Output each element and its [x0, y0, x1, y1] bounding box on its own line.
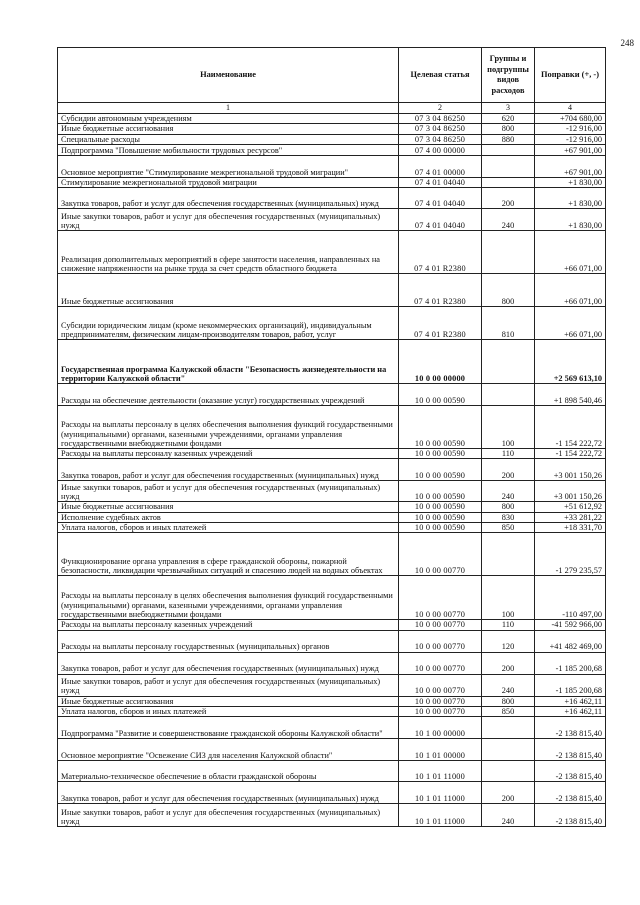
row-amendment: +66 071,00 [535, 231, 606, 274]
row-expense-group [482, 340, 535, 384]
row-target-article: 10 1 01 11000 [399, 804, 482, 827]
row-expense-group [482, 144, 535, 155]
table-row [58, 502, 606, 512]
row-target-article: 07 3 04 86250 [399, 114, 482, 124]
row-expense-group: 880 [482, 134, 535, 144]
table-row [58, 739, 606, 761]
row-amendment: +18 331,70 [535, 522, 606, 532]
table-row [58, 134, 606, 144]
row-amendment: -1 154 222,72 [535, 406, 606, 449]
row-amendment: -41 592 966,00 [535, 620, 606, 630]
row-amendment: +66 071,00 [535, 274, 606, 307]
table-row [58, 124, 606, 134]
row-name: Основное мероприятие "Стимулирование межрегиональной трудовой миграции" [58, 155, 399, 177]
row-name: Стимулирование межрегиональной трудовой миграции [58, 177, 399, 187]
table-row [58, 782, 606, 804]
table-row [58, 652, 606, 674]
row-expense-group: 800 [482, 502, 535, 512]
row-expense-group: 800 [482, 696, 535, 706]
row-expense-group: 240 [482, 481, 535, 502]
row-amendment: -110 497,00 [535, 576, 606, 620]
row-amendment: -2 138 815,40 [535, 739, 606, 761]
row-target-article: 10 0 00 00770 [399, 576, 482, 620]
row-name: Расходы на обеспечение деятельности (оказание услуг) государственных учреждений [58, 384, 399, 406]
row-amendment: +704 680,00 [535, 114, 606, 124]
row-name: Иные бюджетные ассигнования [58, 274, 399, 307]
table-row [58, 144, 606, 155]
table-row [58, 459, 606, 481]
table-row [58, 188, 606, 209]
row-expense-group: 110 [482, 620, 535, 630]
row-expense-group: 240 [482, 674, 535, 696]
row-amendment: +1 830,00 [535, 177, 606, 187]
row-expense-group: 110 [482, 449, 535, 459]
row-target-article: 10 1 01 11000 [399, 761, 482, 782]
row-amendment: +2 569 613,10 [535, 340, 606, 384]
row-amendment: +16 462,11 [535, 706, 606, 716]
row-name: Основное мероприятие "Освежение СИЗ для населения Калужской области" [58, 739, 399, 761]
row-amendment: +67 901,00 [535, 155, 606, 177]
row-expense-group: 240 [482, 209, 535, 231]
row-amendment: -1 279 235,57 [535, 533, 606, 576]
row-target-article: 10 0 00 00770 [399, 533, 482, 576]
row-expense-group: 100 [482, 576, 535, 620]
column-numbers-row [58, 103, 606, 114]
row-expense-group: 830 [482, 512, 535, 522]
row-name: Закупка товаров, работ и услуг для обеспечения государственных (муниципальных) нужд [58, 459, 399, 481]
column-number: 3 [482, 103, 535, 114]
table-row [58, 177, 606, 187]
row-expense-group [482, 155, 535, 177]
table-row [58, 533, 606, 576]
table-row [58, 114, 606, 124]
page-number: 248 [620, 38, 634, 48]
row-amendment: +66 071,00 [535, 307, 606, 340]
row-expense-group [482, 739, 535, 761]
table-row [58, 696, 606, 706]
row-expense-group: 800 [482, 274, 535, 307]
row-target-article: 07 4 01 04040 [399, 209, 482, 231]
row-name: Закупка товаров, работ и услуг для обеспечения государственных (муниципальных) нужд [58, 188, 399, 209]
row-target-article: 10 0 00 00000 [399, 340, 482, 384]
column-number: 2 [399, 103, 482, 114]
row-amendment: -2 138 815,40 [535, 717, 606, 739]
row-target-article: 07 4 01 04040 [399, 177, 482, 187]
header-target-article: Целевая статья [399, 48, 482, 103]
row-expense-group: 850 [482, 522, 535, 532]
header-amendments: Поправки (+, -) [535, 48, 606, 103]
row-amendment: +67 901,00 [535, 144, 606, 155]
row-amendment: +16 462,11 [535, 696, 606, 706]
row-expense-group [482, 384, 535, 406]
table-row [58, 274, 606, 307]
row-expense-group: 850 [482, 706, 535, 716]
row-name: Расходы на выплаты персоналу казенных учреждений [58, 449, 399, 459]
row-name: Исполнение судебных актов [58, 512, 399, 522]
row-name: Иные закупки товаров, работ и услуг для обеспечения государственных (муниципальных) нужд [58, 674, 399, 696]
row-amendment: -2 138 815,40 [535, 804, 606, 827]
table-row [58, 761, 606, 782]
row-expense-group: 120 [482, 630, 535, 652]
row-name: Государственная программа Калужской области "Безопасность жизнедеятельности на территории Калужской области" [58, 340, 399, 384]
row-expense-group: 200 [482, 652, 535, 674]
table-row [58, 706, 606, 716]
row-target-article: 07 3 04 86250 [399, 134, 482, 144]
row-amendment: -1 154 222,72 [535, 449, 606, 459]
row-target-article: 07 3 04 86250 [399, 124, 482, 134]
row-target-article: 10 0 00 00770 [399, 674, 482, 696]
row-target-article: 10 0 00 00590 [399, 502, 482, 512]
row-expense-group [482, 231, 535, 274]
row-expense-group: 620 [482, 114, 535, 124]
table-row [58, 481, 606, 502]
row-target-article: 10 0 00 00590 [399, 459, 482, 481]
row-amendment: +1 830,00 [535, 209, 606, 231]
table-row [58, 155, 606, 177]
row-name: Уплата налогов, сборов и иных платежей [58, 706, 399, 716]
row-name: Расходы на выплаты персоналу в целях обеспечения выполнения функций государственными (муниципальными) органами, казенными учреждениями, органами управления государственными внебюджетными фондами [58, 576, 399, 620]
row-name: Субсидии автономным учреждениям [58, 114, 399, 124]
row-name: Материально-техническое обеспечение в области гражданской обороны [58, 761, 399, 782]
table-row [58, 406, 606, 449]
row-amendment: -2 138 815,40 [535, 782, 606, 804]
column-number: 1 [58, 103, 399, 114]
row-target-article: 10 1 01 11000 [399, 782, 482, 804]
row-name: Иные закупки товаров, работ и услуг для обеспечения государственных (муниципальных) нужд [58, 209, 399, 231]
row-target-article: 07 4 01 R2380 [399, 231, 482, 274]
row-target-article: 10 0 00 00770 [399, 630, 482, 652]
row-target-article: 10 0 00 00590 [399, 449, 482, 459]
row-expense-group: 200 [482, 459, 535, 481]
row-name: Подпрограмма "Развитие и совершенствование гражданской обороны Калужской области" [58, 717, 399, 739]
header-expense-groups: Группы и подгруппы видов расходов [482, 48, 535, 103]
row-name: Закупка товаров, работ и услуг для обеспечения государственных (муниципальных) нужд [58, 782, 399, 804]
row-target-article: 10 0 00 00590 [399, 406, 482, 449]
row-name: Реализация дополнительных мероприятий в сфере занятости населения, направленных на снижение напряженности на рынке труда за счет средств областного бюджета [58, 231, 399, 274]
row-target-article: 07 4 01 R2380 [399, 274, 482, 307]
row-expense-group: 200 [482, 188, 535, 209]
row-name: Иные бюджетные ассигнования [58, 124, 399, 134]
row-amendment: +33 281,22 [535, 512, 606, 522]
row-expense-group [482, 717, 535, 739]
table-row [58, 630, 606, 652]
row-target-article: 07 4 01 04040 [399, 188, 482, 209]
table-body [58, 114, 606, 827]
row-name: Субсидии юридическим лицам (кроме некоммерческих организаций), индивидуальным предпринимателям, физическим лицам-производителям товаров, работ, услуг [58, 307, 399, 340]
row-name: Расходы на выплаты персоналу в целях обеспечения выполнения функций государственными (муниципальными) органами, казенными учреждениями, органами управления государственными внебюджетными фондами [58, 406, 399, 449]
row-target-article: 10 0 00 00590 [399, 522, 482, 532]
row-target-article: 10 0 00 00590 [399, 512, 482, 522]
row-amendment: -2 138 815,40 [535, 761, 606, 782]
row-expense-group [482, 177, 535, 187]
table-row [58, 340, 606, 384]
row-expense-group: 240 [482, 804, 535, 827]
row-name: Иные закупки товаров, работ и услуг для обеспечения государственных (муниципальных) нужд [58, 804, 399, 827]
row-target-article: 10 1 00 00000 [399, 717, 482, 739]
row-amendment: +41 482 469,00 [535, 630, 606, 652]
row-name: Специальные расходы [58, 134, 399, 144]
header-name: Наименование [58, 48, 399, 103]
row-amendment: +3 001 150,26 [535, 481, 606, 502]
table-row [58, 717, 606, 739]
row-amendment: +1 898 540,46 [535, 384, 606, 406]
table-row [58, 449, 606, 459]
row-target-article: 10 0 00 00590 [399, 384, 482, 406]
row-target-article: 10 0 00 00770 [399, 706, 482, 716]
row-target-article: 07 4 00 00000 [399, 144, 482, 155]
row-name: Уплата налогов, сборов и иных платежей [58, 522, 399, 532]
row-amendment: +1 830,00 [535, 188, 606, 209]
table-row [58, 231, 606, 274]
row-expense-group: 800 [482, 124, 535, 134]
row-name: Функционирование органа управления в сфере гражданской обороны, пожарной безопасности, ликвидации чрезвычайных ситуаций и спасению людей на водных объектах [58, 533, 399, 576]
table-row [58, 804, 606, 827]
row-name: Расходы на выплаты персоналу казенных учреждений [58, 620, 399, 630]
row-expense-group [482, 761, 535, 782]
table-row [58, 307, 606, 340]
row-amendment: -1 185 200,68 [535, 674, 606, 696]
table-row [58, 674, 606, 696]
row-target-article: 07 4 01 R2380 [399, 307, 482, 340]
row-target-article: 10 0 00 00770 [399, 620, 482, 630]
row-name: Иные бюджетные ассигнования [58, 696, 399, 706]
row-name: Расходы на выплаты персоналу государственных (муниципальных) органов [58, 630, 399, 652]
row-name: Иные бюджетные ассигнования [58, 502, 399, 512]
table-row [58, 620, 606, 630]
table-row [58, 384, 606, 406]
row-amendment: -12 916,00 [535, 124, 606, 134]
row-target-article: 10 0 00 00770 [399, 696, 482, 706]
row-amendment: +51 612,92 [535, 502, 606, 512]
table-row [58, 209, 606, 231]
row-name: Подпрограмма "Повышение мобильности трудовых ресурсов" [58, 144, 399, 155]
row-amendment: -1 185 200,68 [535, 652, 606, 674]
row-target-article: 10 0 00 00590 [399, 481, 482, 502]
row-target-article: 07 4 01 00000 [399, 155, 482, 177]
row-expense-group: 810 [482, 307, 535, 340]
table-row [58, 576, 606, 620]
table-row [58, 522, 606, 532]
budget-amendments-table [57, 47, 606, 827]
row-target-article: 10 0 00 00770 [399, 652, 482, 674]
table-row [58, 512, 606, 522]
column-number: 4 [535, 103, 606, 114]
row-amendment: +3 001 150,26 [535, 459, 606, 481]
row-name: Закупка товаров, работ и услуг для обеспечения государственных (муниципальных) нужд [58, 652, 399, 674]
row-expense-group [482, 533, 535, 576]
row-name: Иные закупки товаров, работ и услуг для обеспечения государственных (муниципальных) нужд [58, 481, 399, 502]
row-target-article: 10 1 01 00000 [399, 739, 482, 761]
row-expense-group: 200 [482, 782, 535, 804]
row-amendment: -12 916,00 [535, 134, 606, 144]
table-header-row [58, 48, 606, 103]
row-expense-group: 100 [482, 406, 535, 449]
